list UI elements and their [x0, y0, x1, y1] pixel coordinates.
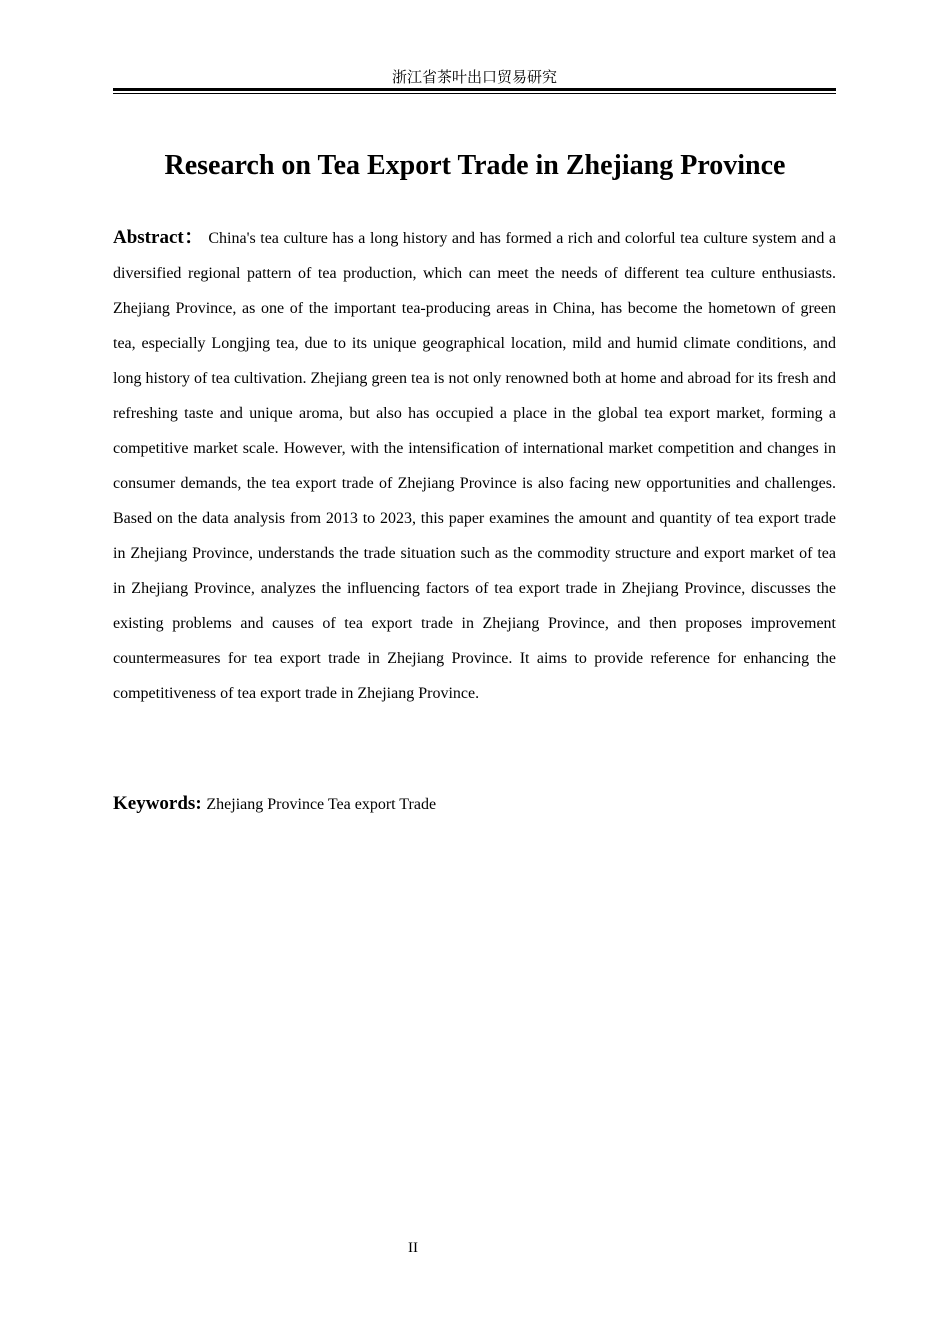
page-number: II	[408, 1240, 418, 1256]
abstract-text: China's tea culture has a long history and has formed a rich and colorful tea culture system and a diversified regional pattern of tea production, which can meet the needs of different tea culture enthusiasts. Zhejiang Province, as one of the important tea-producing areas in China, has become the hometown of green tea, especially Longjing tea, due to its unique geographical location, mild and humid climate conditions, and long history of tea cultivation. Zhejiang green tea is not only renowned both at home and abroad for its fresh and refreshing taste and unique aroma, but also has occupied a place in the global tea export market, forming a competitive market scale. However, with the intensification of international market competition and changes in consumer demands, the tea export trade of Zhejiang Province is also facing new opportunities and challenges. Based on the data analysis from 2013 to 2023, this paper examines the amount and quantity of tea export trade in Zhejiang Province, understands the trade situation such as the commodity structure and export market of tea in Zhejiang Province, analyzes the influencing factors of tea export trade in Zhejiang Province, discusses the existing problems and causes of tea export trade in Zhejiang Province, and then proposes improvement countermeasures for tea export trade in Zhejiang Province. It aims to provide reference for enhancing the competitiveness of tea export trade in Zhejiang Province.	[113, 230, 837, 702]
header-rule-thick	[113, 88, 836, 91]
running-header: 浙江省茶叶出口贸易研究	[391, 68, 557, 86]
header-rule-thin	[113, 93, 836, 94]
abstract-section	[113, 220, 836, 711]
abstract-label: Abstract：	[113, 227, 204, 248]
keywords-section	[113, 788, 836, 821]
keywords-label: Keywords:	[113, 793, 207, 814]
keywords-text: Zhejiang Province Tea export Trade	[206, 796, 437, 813]
paper-title: Research on Tea Export Trade in Zhejiang Province	[164, 150, 786, 181]
